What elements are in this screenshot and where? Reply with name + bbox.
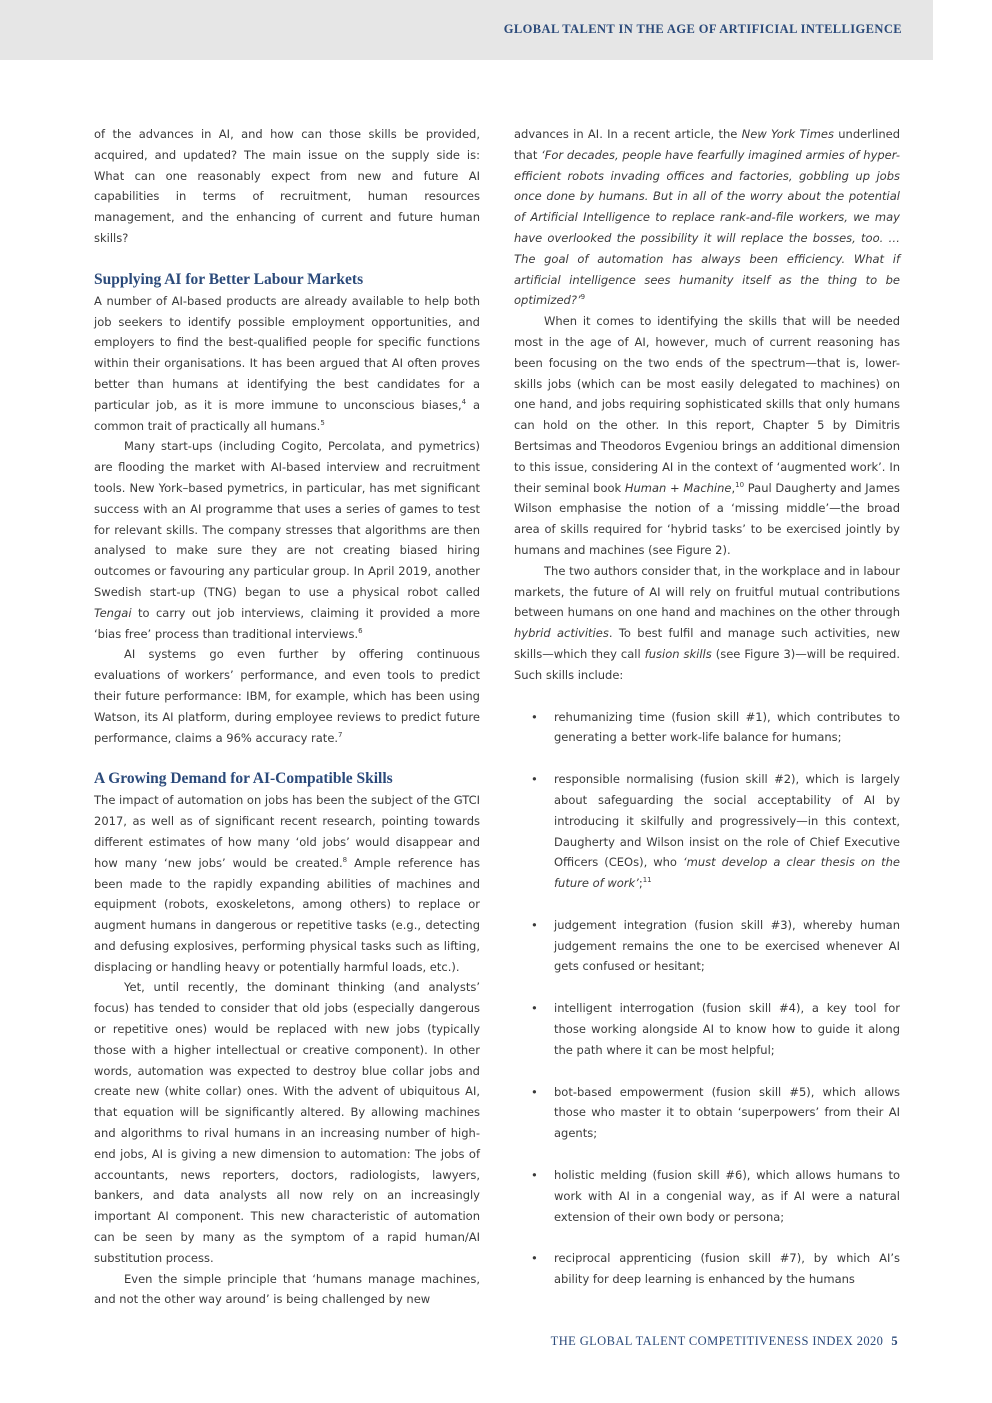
list-item: • judgement integration (fusion skill #3), whereby human judgement remains the one to be exercised whenever AI gets confused or hesitant; — [514, 915, 900, 977]
section-heading-growing-demand: A Growing Demand for AI-Compatible Skills — [94, 770, 393, 788]
left-column — [94, 124, 480, 1310]
page-footer — [551, 1334, 898, 1349]
footnote-ref[interactable]: 4 — [461, 397, 467, 406]
paragraph: When it comes to identifying the skills that will be needed most in the age of AI, however, much of current reasoning has been focusing on the two ends of the spectrum—that is, lower-skills jobs (which can be most easily delegated to machines) on one hand, and jobs requiring sophisticated skills that only humans can hold on the other. In this report, Chapter 5 by Dimitris Bertsimas and Theodoros Evgeniou brings an additional dimension to this issue, considering AI in the context of ‘augmented work’. In their seminal book Human + Machine,$^{10}$ Paul Daugherty and James Wilson emphasise the notion of a ‘missing middle’—the broad area of skills required for ‘hybrid tasks’ to be exercised jointly by humans and machines (see Figure 2). — [514, 314, 901, 557]
footnote-ref[interactable]: 6 — [358, 626, 363, 635]
paragraph: The two authors consider that, in the workplace and in labour markets, the future of AI will rely on fruitful mutual contributions between humans on one hand and machines on the other through hybrid activities. To best fulfil and manage such activities, new skills—which they call fusion skills (see Figure 3)—will be required. Such skills include: — [514, 563, 900, 682]
paragraph: A number of AI-based products are already available to help both job seekers to identify possible employment opportunities, and employers to find the best-qualified people for specific functions within their organisations. It has been argued that AI often proves better than humans at identifying the best candidates for a particular job, as it is more immune to unconscious biases,$^4$ a common trait of practically all humans.$^5$ — [94, 293, 480, 433]
bullet-icon: • — [531, 917, 538, 932]
paragraph: Even the simple principle that ‘humans manage machines, and not the other way around’ is being challenged by new — [94, 1271, 480, 1307]
paragraph: Many start-ups (including Cogito, Percolata, and pymetrics) are flooding the market with AI-based interview and recruitment tools. New York–based pymetrics, in particular, has met significant success with an AI programme that uses a series of games to test for relevant skills. The company stresses that algorithms are then analysed to make sure they are not creating biased hiring outcomes or favouring any particular group. In April 2019, another Swedish start-up (TNG) began to use a physical robot called Tengai to carry out job interviews, claiming it provided a more ‘bias free’ process than traditional interviews.$^6$ — [94, 439, 480, 641]
footnote-ref[interactable]: 10 — [735, 480, 745, 489]
bullet-icon: • — [531, 1251, 538, 1266]
fusion-skills-list — [514, 707, 900, 1291]
footnote-ref[interactable]: 7 — [338, 730, 343, 739]
section-heading-supplying-ai: Supplying AI for Better Labour Markets — [94, 270, 364, 288]
bullet-icon: • — [531, 1168, 538, 1183]
list-item: • bot-based empowerment (fusion skill #5), which allows those who master it to obtain ‘superpowers’ from their AI agents; — [514, 1082, 900, 1144]
paragraph: AI systems go even further by offering continuous evaluations of workers’ performance, and even tools to predict their future performance: IBM, for example, which has been using Watson, its AI platform, during employee reviews to predict future performance, claims a 96% accuracy rate.$^7$ — [94, 647, 480, 745]
list-item: • intelligent interrogation (fusion skill #4), a key tool for those working alongside AI to know how to guide it along the path where it can be most helpful; — [514, 998, 900, 1060]
list-item: • rehumanizing time (fusion skill #1), which contributes to generating a better work-life balance for humans; — [514, 707, 900, 749]
footnote-ref[interactable]: 11 — [642, 876, 652, 885]
intro-paragraph: of the advances in AI, and how can those skills be provided, acquired, and updated? The main issue on the supply side is: What can one reasonably expect from new and future AI capabilities in terms of recruitment, human resources management, and the enhancing of current and future human skills? — [94, 127, 480, 245]
page-number: 5 — [891, 1334, 898, 1348]
bullet-icon: • — [531, 1084, 538, 1099]
right-column — [514, 124, 900, 1290]
paragraph: The impact of automation on jobs has been the subject of the GTCI 2017, as well as of significant recent research, pointing towards different estimates of how many ‘old jobs’ would disappear and how many ‘new jobs’ would be created.$^8$ Ample reference has been made to the rapidly expanding abilities of machines and equipment (robots, exoskeletons, among others) to replace or augment humans in dangerous or repetitive tasks (e.g., detecting and defusing explosives, performing physical tasks such as lifting, displacing or handling heavy or potentially harmful loads, etc.). — [94, 793, 480, 974]
list-item: • responsible normalising (fusion skill #2), which is largely about safeguarding the social acceptability of AI by introducing it skilfully and progressively—in this context, Daugherty and Wilson insist on the role of Chief Executive Officers (CEOs), who ‘must develop a clear thesis on the future of work’;$^{11}$ — [514, 769, 900, 894]
bullet-icon: • — [531, 709, 538, 724]
list-item: • reciprocal apprenticing (fusion skill #7), by which AI’s ability for deep learning is enhanced by the humans — [514, 1248, 900, 1290]
paragraph: advances in AI. In a recent article, the New York Times underlined that ‘For decades, people have fearfully imagined armies of hyper-efficient robots invading offices and factories, gobbling up jobs once done by humans. But in all of the worry about the potential of Artificial Intelligence to replace rank-and-file workers, we may have overlooked the possibility it will replace the bosses, too. … The goal of automation has always been efficiency. What if artificial intelligence sees humanity itself as the thing to be optimized?’$^9$ — [514, 127, 901, 308]
bullet-icon: • — [531, 772, 538, 787]
page-header — [0, 0, 933, 60]
paragraph: Yet, until recently, the dominant thinking (and analysts’ focus) has tended to consider that old jobs (especially dangerous or repetitive ones) would be replaced with new jobs (typically those with a higher intellectual or creative component). In other words, automation was expected to destroy blue collar jobs and create new (white collar) ones. With the advent of ubiquitous AI, that equation will be significantly altered. By allowing machines and algorithms to rival humans in an increasing number of high-end jobs, AI is giving a new dimension to automation: The jobs of accountants, news reporters, doctors, radiologists, lawyers, bankers, and data analysts all now rely on an increasingly important AI component. This new characteristic of automation can be seen by many as the symptom of a rapid human/AI substitution process. — [94, 980, 480, 1265]
list-item: • holistic melding (fusion skill #6), which allows humans to work with AI in a congenial way, as if AI were a natural extension of their own body or persona; — [514, 1165, 900, 1227]
footnote-ref[interactable]: 5 — [320, 418, 325, 427]
running-title: GLOBAL TALENT IN THE AGE OF ARTIFICIAL INTELLIGENCE — [503, 22, 902, 36]
footnote-ref[interactable]: 8 — [342, 855, 348, 864]
bullet-icon: • — [531, 1001, 538, 1016]
footer-title: THE GLOBAL TALENT COMPETITIVENESS INDEX 2020 — [550, 1334, 884, 1348]
footnote-ref[interactable]: 9 — [580, 293, 586, 302]
